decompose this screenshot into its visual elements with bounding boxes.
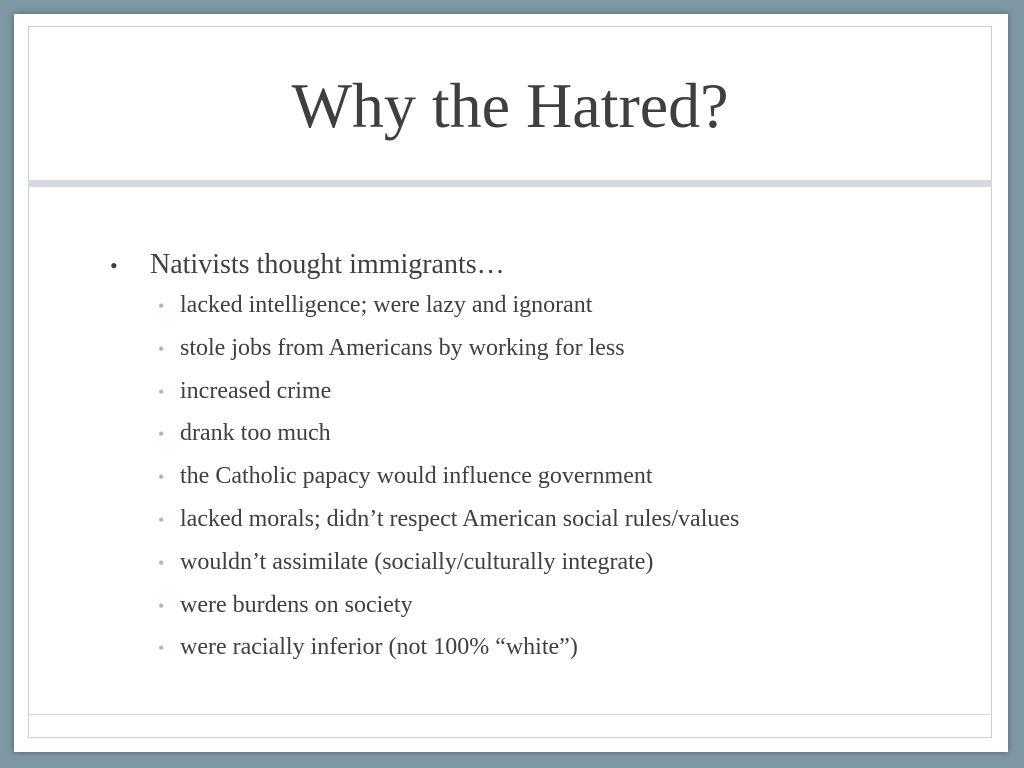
slide-body — [104, 246, 964, 674]
sub-bullet — [158, 332, 964, 375]
main-bullet-text: Nativists thought immigrants… — [150, 249, 505, 280]
sub-bullet — [158, 546, 964, 589]
sub-bullet-marker: • — [158, 595, 165, 616]
sub-bullet — [158, 589, 964, 632]
sub-bullet — [158, 631, 964, 674]
sub-bullet-text: drank too much — [180, 420, 331, 447]
sub-bullet — [158, 460, 964, 503]
sub-bullet — [158, 375, 964, 418]
sub-bullet-text: lacked morals; didn’t respect American social rules/values — [180, 505, 740, 532]
sub-bullet-marker: • — [158, 638, 165, 659]
slide-frame — [14, 14, 1008, 752]
sub-bullet-text: wouldn’t assimilate (socially/culturally integrate) — [180, 548, 654, 575]
main-bullet — [104, 246, 964, 285]
sub-bullet-text: increased crime — [180, 377, 332, 404]
sub-bullet-text: lacked intelligence; were lazy and ignorant — [180, 292, 593, 318]
sub-bullet-marker: • — [158, 552, 165, 573]
sub-bullet-text: were racially inferior (not 100% “white”) — [180, 634, 578, 661]
sub-bullet-list — [104, 289, 964, 674]
title-divider — [28, 180, 992, 187]
sub-bullet-text: stole jobs from Americans by working for less — [180, 334, 625, 361]
slide-title: Why the Hatred? — [291, 69, 729, 141]
sub-bullet — [158, 417, 964, 460]
title-area — [28, 26, 992, 181]
sub-bullet-marker: • — [158, 424, 165, 445]
footer-divider — [28, 714, 992, 715]
sub-bullet-marker: • — [158, 338, 165, 359]
sub-bullet-marker: • — [158, 509, 165, 530]
sub-bullet-text: the Catholic papacy would influence government — [180, 463, 653, 490]
sub-bullet — [158, 289, 964, 332]
sub-bullet-marker: • — [158, 467, 165, 488]
bullet-marker: • — [110, 253, 118, 278]
sub-bullet-marker: • — [158, 381, 165, 402]
sub-bullet — [158, 503, 964, 546]
sub-bullet-text: were burdens on society — [180, 591, 413, 618]
sub-bullet-marker: • — [158, 296, 165, 316]
